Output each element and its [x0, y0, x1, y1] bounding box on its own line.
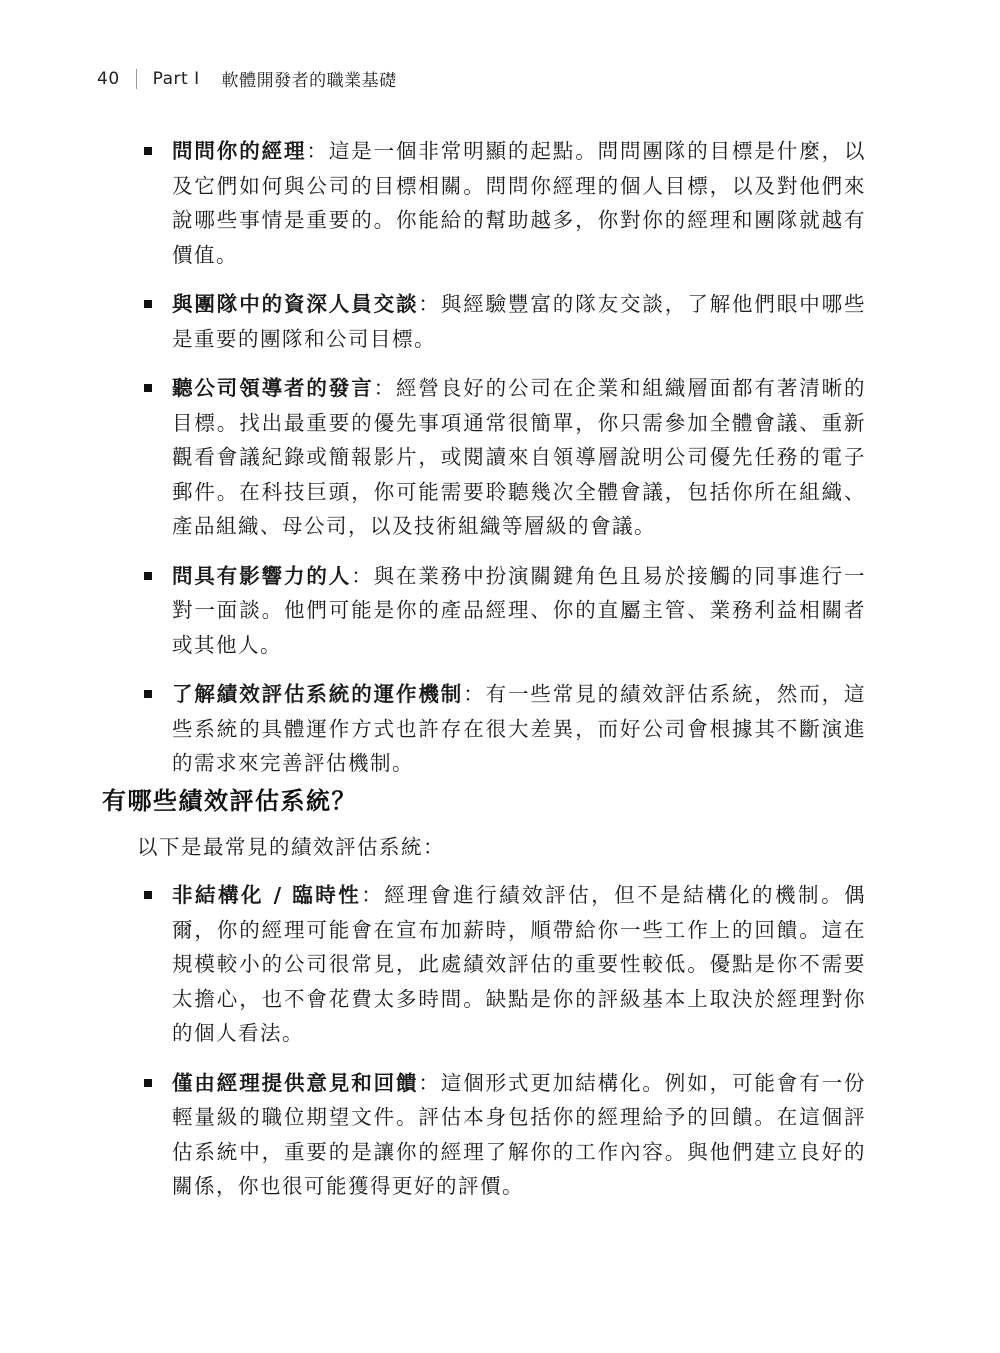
square-bullet-icon	[144, 300, 152, 308]
section-intro: 以下是最常見的績效評估系統：	[137, 835, 445, 859]
square-bullet-icon	[144, 891, 152, 899]
list-item	[0, 878, 866, 1051]
item-text: 與經驗豐富的隊友交談，了解他們眼中哪些是重要的團隊和公司目標。	[172, 292, 867, 351]
item-text: 這個形式更加結構化。例如，可能會有一份輕量級的職位期望文件。評估本身包括你的經理給予的回饋。在這個評估系統中，重要的是讓你的經理了解你的工作內容。與他們建立良好的關係，你也很可能獲得更好的評價。	[172, 1070, 867, 1198]
list-item	[0, 677, 866, 781]
chapter-title: 軟體開發者的職業基礎	[221, 71, 397, 91]
part-label: Part I	[152, 68, 200, 89]
square-bullet-icon	[144, 1079, 152, 1087]
item-term: 問問你的經理	[172, 139, 307, 163]
list-item	[0, 1066, 866, 1204]
list-item	[0, 287, 866, 356]
item-text: 與在業務中扮演關鍵角色且易於接觸的同事進行一對一面談。他們可能是你的產品經理、你的直屬主管、業務利益相關者或其他人。	[172, 563, 867, 657]
section-heading: 有哪些績效評估系統？	[102, 787, 357, 815]
item-colon: ：	[418, 292, 441, 316]
square-bullet-icon	[144, 572, 152, 580]
item-colon: ：	[361, 883, 385, 907]
page-number: 40	[97, 68, 120, 89]
item-text: 經理會進行績效評估，但不是結構化的機制。偶爾，你的經理可能會在宣布加薪時，順帶給你一些工作上的回饋。這在規模較小的公司很常見，此處績效評估的重要性較低。優點是你不需要太擔心，也不會花費太多時間。缺點是你的評級基本上取決於經理對你的個人看法。	[172, 883, 867, 1045]
list-item	[0, 134, 866, 272]
square-bullet-icon	[144, 690, 152, 698]
running-header	[97, 66, 397, 91]
list-item	[0, 559, 866, 663]
item-colon: ：	[351, 563, 374, 588]
square-bullet-icon	[144, 147, 152, 155]
item-colon: ：	[463, 682, 486, 706]
item-colon: ：	[373, 376, 397, 400]
item-term: 與團隊中的資深人員交談	[172, 292, 419, 316]
square-bullet-icon	[144, 384, 152, 392]
tips-list	[0, 134, 1000, 796]
item-term: 僅由經理提供意見和回饋	[172, 1070, 419, 1095]
item-term: 問具有影響力的人	[172, 563, 352, 588]
item-term: 了解績效評估系統的運作機制	[172, 682, 464, 706]
item-colon: ：	[306, 139, 329, 163]
item-term: 聽公司領導者的發言	[172, 376, 374, 400]
item-colon: ：	[418, 1070, 441, 1095]
review-systems-list	[0, 878, 1000, 1219]
item-text: 有一些常見的績效評估系統，然而，這些系統的具體運作方式也許存在很大差異，而好公司會根據其不斷演進的需求來完善評估機制。	[172, 682, 867, 775]
item-text: 這是一個非常明顯的起點。問問團隊的目標是什麼，以及它們如何與公司的目標相關。問問你經理的個人目標，以及對他們來說哪些事情是重要的。你能給的幫助越多，你對你的經理和團隊就越有價值。	[172, 139, 867, 267]
item-term: 非結構化 / 臨時性	[172, 883, 362, 907]
header-divider	[136, 69, 137, 89]
list-item	[0, 371, 866, 544]
item-text: 經營良好的公司在企業和組織層面都有著清晰的目標。找出最重要的優先事項通常很簡單，你只需參加全體會議、重新觀看會議紀錄或簡報影片，或閱讀來自領導層說明公司優先任務的電子郵件。在科技巨頭，你可能需要聆聽幾次全體會議，包括你所在組織、產品組織、母公司，以及技術組織等層級的會議。	[172, 376, 867, 538]
